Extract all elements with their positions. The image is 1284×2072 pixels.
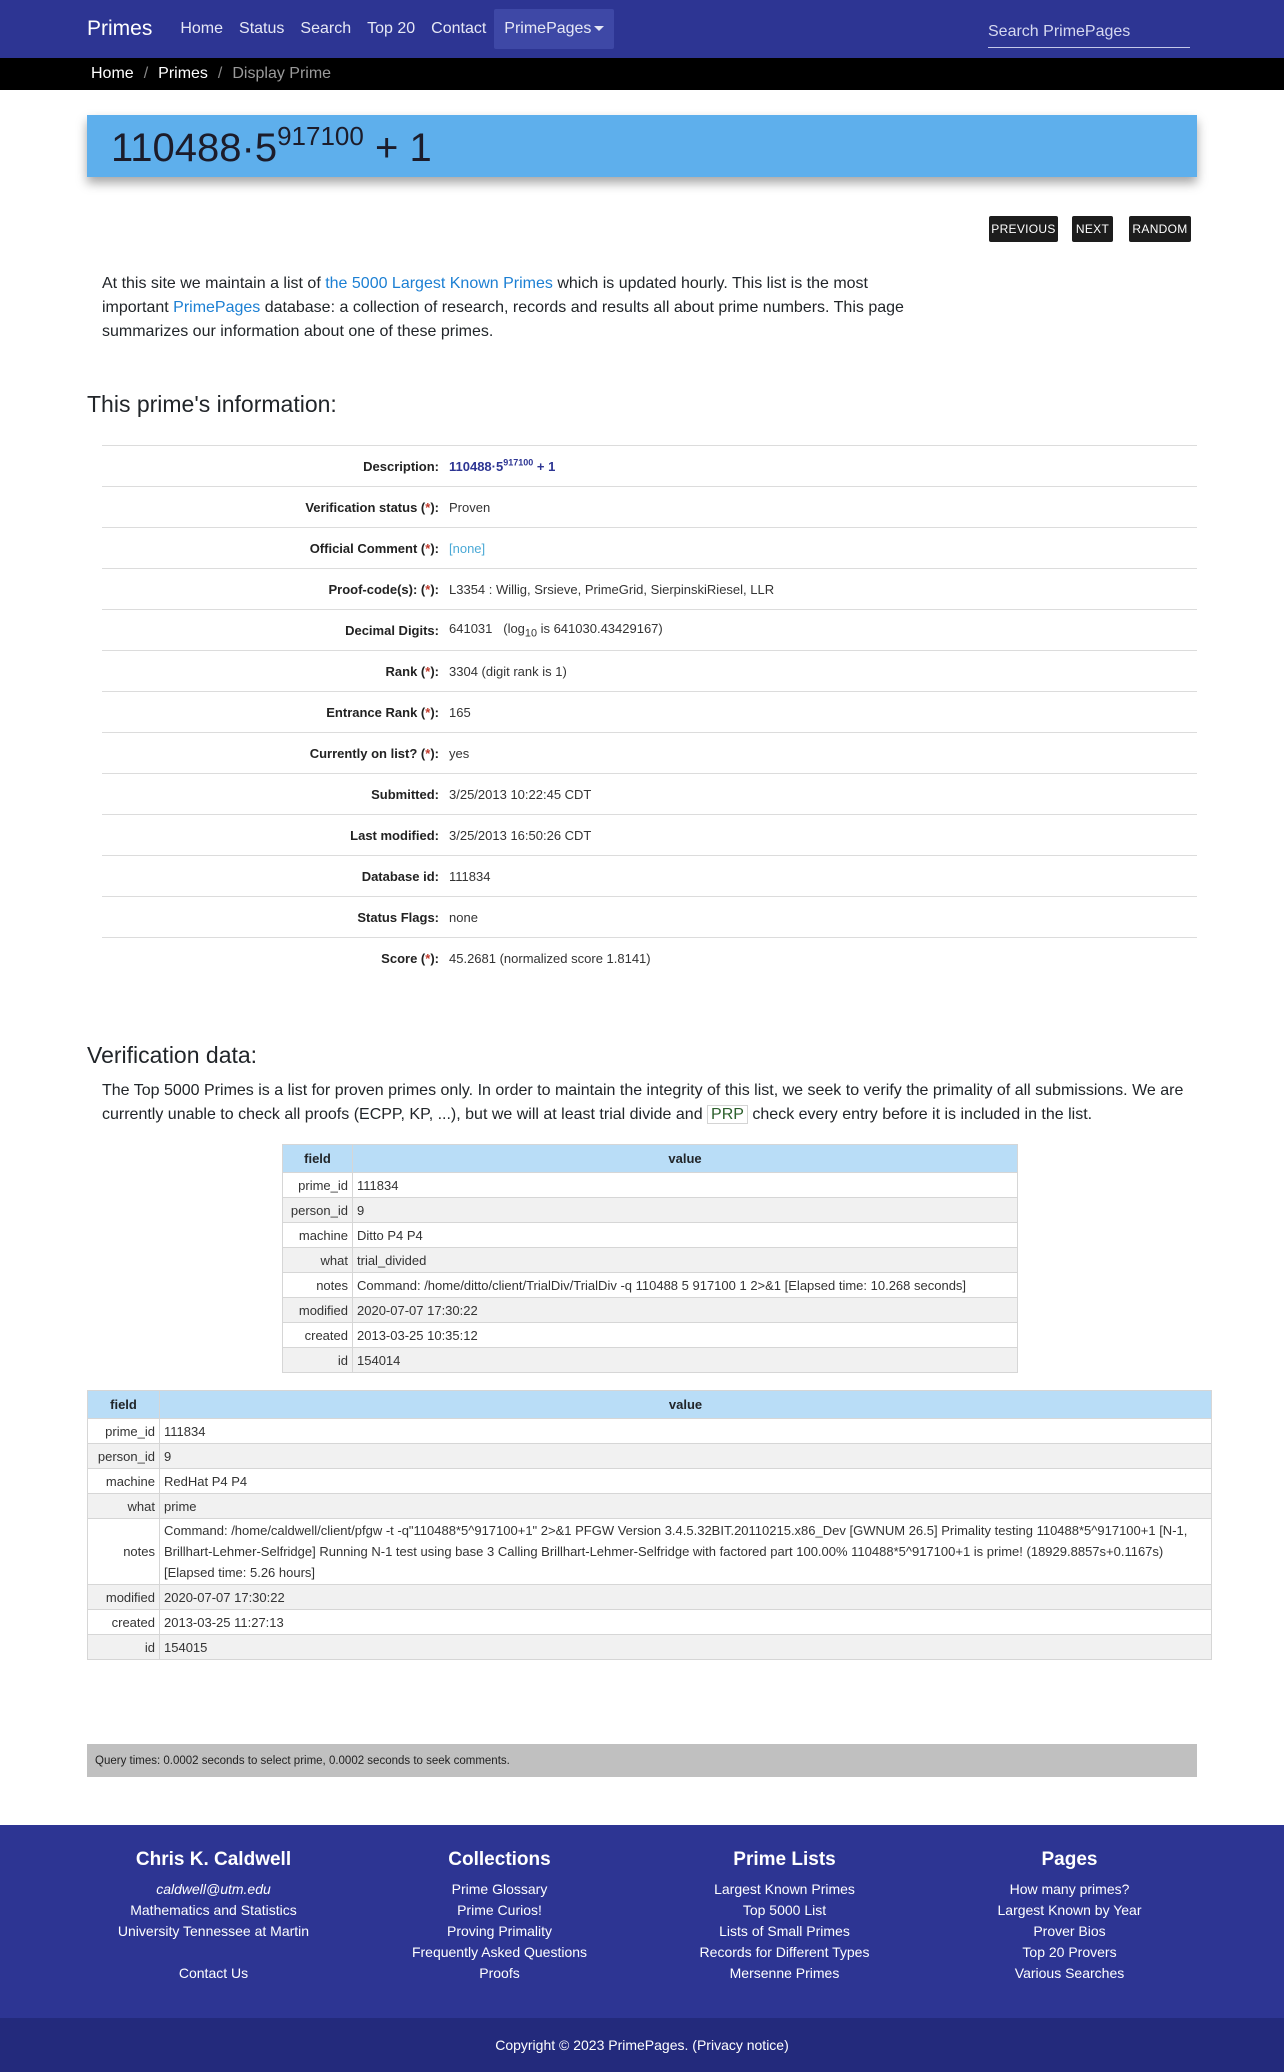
footer-link[interactable]: Records for Different Types: [699, 1944, 870, 1960]
info-heading: This prime's information:: [87, 391, 337, 417]
table-row: modified 2020-07-07 17:30:22: [88, 1585, 1212, 1610]
footer-link[interactable]: Frequently Asked Questions: [411, 1944, 588, 1960]
previous-button[interactable]: PREVIOUS: [989, 216, 1058, 242]
largest-primes-link[interactable]: the 5000 Largest Known Primes: [325, 275, 553, 292]
copyright-bar: Copyright © 2023 PrimePages. ( Privacy notice ): [0, 2018, 1284, 2072]
footer-link[interactable]: Lists of Small Primes: [719, 1923, 850, 1939]
prime-info-table: [102, 445, 1197, 978]
footer-link[interactable]: Prime Glossary: [451, 1881, 548, 1897]
table-row: what trial_divided: [283, 1248, 1018, 1273]
table-row: machine RedHat P4 P4: [88, 1469, 1212, 1494]
help-link[interactable]: *: [425, 704, 431, 720]
footer-col-prime-lists: Prime Lists Largest Known Primes Top 5000 List Lists of Small Primes Records for Different Types Mersenne Primes: [699, 1849, 870, 1981]
breadcrumb-primes[interactable]: Primes: [158, 65, 208, 82]
table-row: id 154015: [88, 1635, 1212, 1660]
random-button[interactable]: RANDOM: [1129, 216, 1191, 242]
info-row-modified: Last modified: 3/25/2013 16:50:26 CDT: [102, 814, 1197, 855]
query-times: Query times: 0.0002 seconds to select prime, 0.0002 seconds to seek comments.: [87, 1744, 1197, 1777]
chevron-down-icon: [594, 26, 604, 31]
verification-paragraph: The Top 5000 Primes is a list for proven primes only. In order to maintain the integrity of this list, we seek to verify the primality of all submissions. We are currently unable to check all proofs (ECPP, KP, ...), but we will at least trial divide and PRP check every entry before it is included in the list.: [102, 1082, 1184, 1123]
nav-top20[interactable]: Top 20: [367, 20, 416, 37]
prp-code: PRP: [707, 1105, 748, 1124]
primepages-link[interactable]: PrimePages: [173, 299, 261, 316]
intro-paragraph: At this site we maintain a list of the 5000 Largest Known Primes which is updated hourly. This list is the most important PrimePages database: a collection of research, records and results all about prime numbers. This page summarizes our information about one of these primes.: [102, 275, 904, 340]
table-row: notes Command: /home/ditto/client/TrialDiv/TrialDiv -q 110488 5 917100 1 2>&1 [Elapsed time: 10.268 seconds]: [283, 1273, 1018, 1298]
footer-col-collections: Collections Prime Glossary Prime Curios! Proving Primality Frequently Asked Questions Proofs: [411, 1849, 588, 1981]
help-link[interactable]: *: [425, 950, 431, 966]
nav-primepages-dropdown[interactable]: [494, 9, 614, 49]
nav-status[interactable]: Status: [239, 20, 285, 37]
table-row: notes Command: /home/caldwell/client/pfgw -t -q"110488*5^917100+1" 2>&1 PFGW Version 3.4.5.32BIT.20110215.x86_Dev [GWNUM 26.5] Primality testing 110488*5^917100+1 [N-1, Brillhart-Lehmer-Selfridge] Running N-1 test using base 3 Calling Brillhart-Lehmer-Selfridge with factored part 100.00% 110488*5^917100+1 is prime! (18929.8857s+0.1167s) [Elapsed time: 5.26 hours]: [88, 1519, 1212, 1585]
info-row-status-flags: Status Flags: none: [102, 896, 1197, 937]
footer-link[interactable]: Proofs: [479, 1965, 520, 1981]
table-row: person_id 9: [88, 1444, 1212, 1469]
footer-link[interactable]: Mersenne Primes: [729, 1965, 840, 1981]
dropdown-label: PrimePages: [504, 20, 592, 37]
info-row-submitted: Submitted: 3/25/2013 10:22:45 CDT: [102, 773, 1197, 814]
breadcrumb-current: Display Prime: [232, 65, 332, 82]
prime-title-banner: [87, 115, 1197, 177]
nav-home[interactable]: Home: [180, 20, 224, 37]
table-row: what prime: [88, 1494, 1212, 1519]
info-row-digits: Decimal Digits: 641031 ($\log_{10}$ is 641030.43429167): [102, 609, 1197, 650]
column-header-value: value: [353, 1145, 1018, 1173]
next-button[interactable]: NEXT: [1072, 216, 1113, 242]
nav-links: [172, 9, 614, 49]
table-row: created 2013-03-25 10:35:12: [283, 1323, 1018, 1348]
help-link[interactable]: *: [425, 745, 431, 761]
breadcrumb-home[interactable]: Home: [91, 65, 134, 82]
info-row-verification: Verification status (*): Proven: [102, 486, 1197, 527]
verification-table-1: [282, 1144, 1018, 1373]
email-link[interactable]: caldwell@utm.edu: [156, 1881, 271, 1897]
table-row: prime_id 111834: [88, 1419, 1212, 1444]
column-header-field: field: [88, 1391, 160, 1419]
column-header-value: value: [160, 1391, 1212, 1419]
footer-link[interactable]: Various Searches: [1014, 1965, 1125, 1981]
breadcrumb-separator: /: [143, 65, 149, 82]
info-row-description: Description: $110488\cdot 5^{917100} + 1$: [102, 445, 1197, 486]
brand-link[interactable]: Primes: [87, 17, 153, 40]
footer-link[interactable]: Largest Known by Year: [997, 1902, 1142, 1918]
info-row-proof: Proof-code(s): (*): L3354 : Willig, Srsieve, PrimeGrid, SierpinskiRiesel, LLR: [102, 568, 1197, 609]
table-row: person_id 9: [283, 1198, 1018, 1223]
nav-search[interactable]: Search: [300, 20, 352, 37]
info-row-entrance-rank: Entrance Rank (*): 165: [102, 691, 1197, 732]
top-navbar: [0, 0, 1284, 58]
search-input[interactable]: [988, 16, 1190, 48]
footer-link[interactable]: Proving Primality: [446, 1923, 553, 1939]
contact-us-link[interactable]: Contact Us: [178, 1965, 249, 1981]
privacy-notice-link[interactable]: Privacy notice: [696, 2037, 785, 2053]
help-link[interactable]: *: [425, 499, 431, 515]
footer-link[interactable]: How many primes?: [1009, 1881, 1130, 1897]
footer-link[interactable]: Largest Known Primes: [714, 1881, 855, 1897]
info-row-on-list: Currently on list? (*): yes: [102, 732, 1197, 773]
info-row-comment: Official Comment (*): [none]: [102, 527, 1197, 568]
column-header-field: field: [283, 1145, 353, 1173]
description-link[interactable]: $110488\cdot 5^{917100} + 1$: [449, 457, 556, 475]
footer-col-pages: Pages How many primes? Largest Known by Year Prover Bios Top 20 Provers Various Searches: [997, 1849, 1142, 1981]
info-row-rank: Rank (*): 3304 (digit rank is 1): [102, 650, 1197, 691]
table-row: prime_id 111834: [283, 1173, 1018, 1198]
table-row: created 2013-03-25 11:27:13: [88, 1610, 1212, 1635]
verification-table-2: [87, 1390, 1212, 1660]
breadcrumb-separator: /: [217, 65, 223, 82]
breadcrumb: [0, 58, 1284, 90]
footer-link[interactable]: Top 20 Provers: [1022, 1944, 1117, 1960]
footer-link[interactable]: Prime Curios!: [457, 1902, 542, 1918]
verification-heading: Verification data:: [87, 1042, 258, 1068]
help-link[interactable]: *: [425, 581, 431, 597]
footer-link[interactable]: Prover Bios: [1033, 1923, 1106, 1939]
help-link[interactable]: *: [425, 540, 431, 556]
comment-link[interactable]: [none]: [449, 540, 486, 556]
info-row-database-id: Database id: 111834: [102, 855, 1197, 896]
footer: [0, 1825, 1284, 2018]
table-row: modified 2020-07-07 17:30:22: [283, 1298, 1018, 1323]
footer-link[interactable]: Top 5000 List: [742, 1902, 827, 1918]
nav-contact[interactable]: Contact: [431, 20, 487, 37]
page-title: $110488\cdot 5^{917100} + 1$: [111, 121, 432, 170]
footer-col-author: Chris K. Caldwell caldwell@utm.edu Mathematics and Statistics University Tennessee at Martin Contact Us: [117, 1849, 310, 1981]
help-link[interactable]: *: [425, 663, 431, 679]
table-row: machine Ditto P4 P4: [283, 1223, 1018, 1248]
info-row-score: Score (*): 45.2681 (normalized score 1.8141): [102, 937, 1197, 978]
table-row: id 154014: [283, 1348, 1018, 1373]
